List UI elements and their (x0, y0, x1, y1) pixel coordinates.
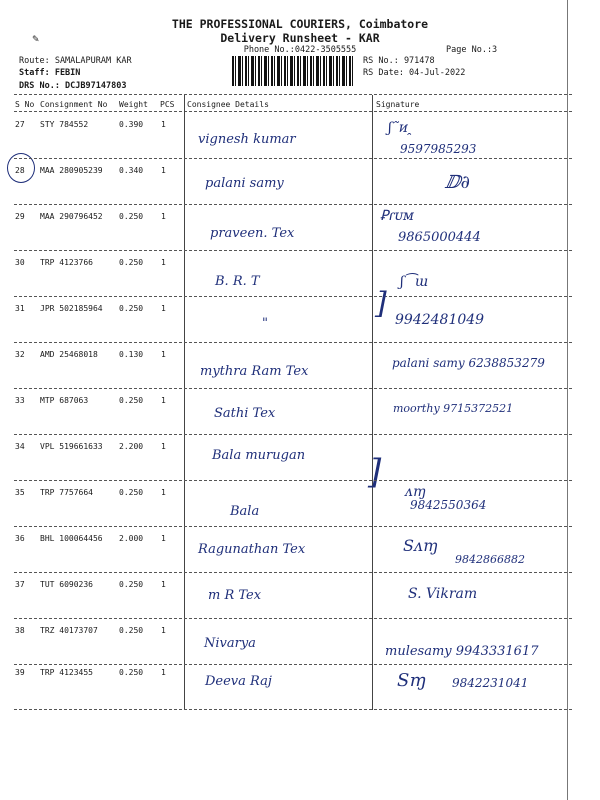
row-sno: 30 (15, 258, 25, 267)
row-pcs: 1 (161, 350, 166, 359)
row-consignment: TUT 6090236 (40, 580, 93, 589)
rs-date: RS Date: 04-Jul-2022 (363, 68, 466, 78)
row-pcs: 1 (161, 396, 166, 405)
row-weight: 0.130 (119, 350, 144, 359)
row-consignment: MAA 290796452 (40, 212, 103, 221)
row-consignee: Bala (230, 504, 260, 519)
row-consignee: " (262, 316, 268, 331)
row-weight: 0.250 (119, 396, 144, 405)
header-top-rule (14, 94, 572, 95)
row-sno: 29 (15, 212, 25, 221)
row-weight: 0.250 (119, 212, 144, 221)
row-sno: 35 (15, 488, 25, 497)
table-row (0, 526, 600, 572)
row-signature: palani samy 6238853279 (392, 356, 545, 370)
row-sno: 31 (15, 304, 25, 313)
table-bottom-rule (14, 709, 572, 710)
row-consignee: mythra Ram Tex (200, 364, 309, 379)
row-signature: 9842231041 (452, 676, 529, 690)
row-pcs: 1 (161, 668, 166, 677)
rs-number: RS No.: 971478 (363, 56, 435, 66)
row-consignee: praveen. Tex (210, 226, 295, 241)
row-consignee: palani samy (205, 176, 284, 191)
signature-scribble: ᴧɱ (405, 484, 427, 500)
row-pcs: 1 (161, 304, 166, 313)
row-weight: 2.000 (119, 534, 144, 543)
table-row (0, 664, 600, 710)
row-pcs: 1 (161, 120, 166, 129)
col-sno: S No (15, 100, 35, 109)
row-pcs: 1 (161, 534, 166, 543)
bracket-mark: ] (375, 286, 387, 321)
signature-scribble: ʃ⁀ɯ (400, 274, 429, 290)
table-row (0, 572, 600, 618)
col-pcs: PCS (160, 100, 175, 109)
drs-number: DRS No.: DCJB97147803 (19, 81, 127, 91)
signature-scribble: ʃ˜ᴎꞈ (388, 120, 413, 136)
row-consignee: Deeva Raj (205, 674, 272, 689)
row-consignee: vignesh kumar (198, 132, 296, 147)
row-consignment: AMD 25468018 (40, 350, 98, 359)
row-pcs: 1 (161, 442, 166, 451)
bracket-mark: ] (368, 452, 382, 492)
row-pcs: 1 (161, 212, 166, 221)
table-row (0, 388, 600, 434)
table-row (0, 480, 600, 526)
row-signature: 9865000444 (398, 230, 481, 245)
row-consignment: TRZ 40173707 (40, 626, 98, 635)
row-pcs: 1 (161, 488, 166, 497)
row-consignment: VPL 519661633 (40, 442, 103, 451)
row-signature: 9942481049 (395, 312, 485, 328)
signature-scribble: Ꝑɾᴜᴍ (380, 208, 414, 224)
row-weight: 2.200 (119, 442, 144, 451)
table-row (0, 250, 600, 296)
row-weight: 0.250 (119, 668, 144, 677)
row-sno: 37 (15, 580, 25, 589)
row-consignee: B. R. T (215, 274, 260, 289)
table-row (0, 112, 600, 158)
row-consignment: TRP 4123455 (40, 668, 93, 677)
route-label: Route: SAMALAPURAM KAR (19, 56, 132, 66)
row-consignment: STY 784552 (40, 120, 89, 129)
col-consignee: Consignee Details (187, 100, 269, 109)
row-pcs: 1 (161, 626, 166, 635)
row-sno: 28 (15, 166, 25, 175)
row-consignee: Nivarya (204, 636, 256, 651)
col-consignment: Consignment No (40, 100, 108, 109)
row-weight: 0.340 (119, 166, 144, 175)
row-sno: 27 (15, 120, 25, 129)
signature-scribble: ⅅ∂ (445, 172, 470, 193)
row-sno: 38 (15, 626, 25, 635)
row-signature: 9597985293 (400, 142, 477, 156)
company-title: THE PROFESSIONAL COURIERS, Coimbatore (171, 17, 429, 31)
table-row (0, 204, 600, 250)
table-row (0, 158, 600, 204)
row-consignee: Ragunathan Tex (198, 542, 306, 557)
row-signature: mulesamy 9943331617 (385, 644, 539, 659)
row-consignment: JPR 502185964 (40, 304, 103, 313)
row-sno: 39 (15, 668, 25, 677)
row-consignee: Sathi Tex (214, 406, 276, 421)
col-signature: Signature (376, 100, 420, 109)
row-consignee: m R Tex (208, 588, 262, 603)
row-sno: 32 (15, 350, 25, 359)
row-consignment: MTP 687063 (40, 396, 89, 405)
row-signature: 9842866882 (455, 553, 525, 566)
signature-scribble: Sᴧɱ (403, 536, 439, 555)
row-weight: 0.250 (119, 304, 144, 313)
barcode-image (232, 56, 355, 86)
col-weight: Weight (119, 100, 148, 109)
row-consignment: BHL 100064456 (40, 534, 103, 543)
table-row (0, 286, 600, 342)
ink-mark: ✎ (32, 35, 40, 45)
row-signature: S. Vikram (408, 586, 478, 602)
row-consignee: Bala murugan (212, 448, 306, 463)
row-pcs: 1 (161, 258, 166, 267)
row-consignment: TRP 7757664 (40, 488, 93, 497)
row-consignment: TRP 4123766 (40, 258, 93, 267)
table-row (0, 342, 600, 388)
phone-number: Phone No.:0422-3505555 (243, 45, 357, 55)
row-weight: 0.250 (119, 488, 144, 497)
row-signature: moorthy 9715372521 (393, 402, 514, 415)
row-sno: 36 (15, 534, 25, 543)
row-pcs: 1 (161, 166, 166, 175)
row-sno: 33 (15, 396, 25, 405)
row-weight: 0.250 (119, 626, 144, 635)
row-sno: 34 (15, 442, 25, 451)
row-weight: 0.250 (119, 580, 144, 589)
row-weight: 0.250 (119, 258, 144, 267)
row-pcs: 1 (161, 580, 166, 589)
signature-scribble: Sɱ (397, 670, 427, 691)
table-row (0, 618, 600, 664)
row-signature: 9842550364 (410, 498, 487, 512)
runsheet-title: Delivery Runsheet - KAR (220, 31, 380, 45)
row-consignment: MAA 280905239 (40, 166, 103, 175)
staff-label: Staff: FEBIN (19, 68, 81, 78)
page-number: Page No.:3 (446, 45, 498, 55)
row-weight: 0.390 (119, 120, 144, 129)
